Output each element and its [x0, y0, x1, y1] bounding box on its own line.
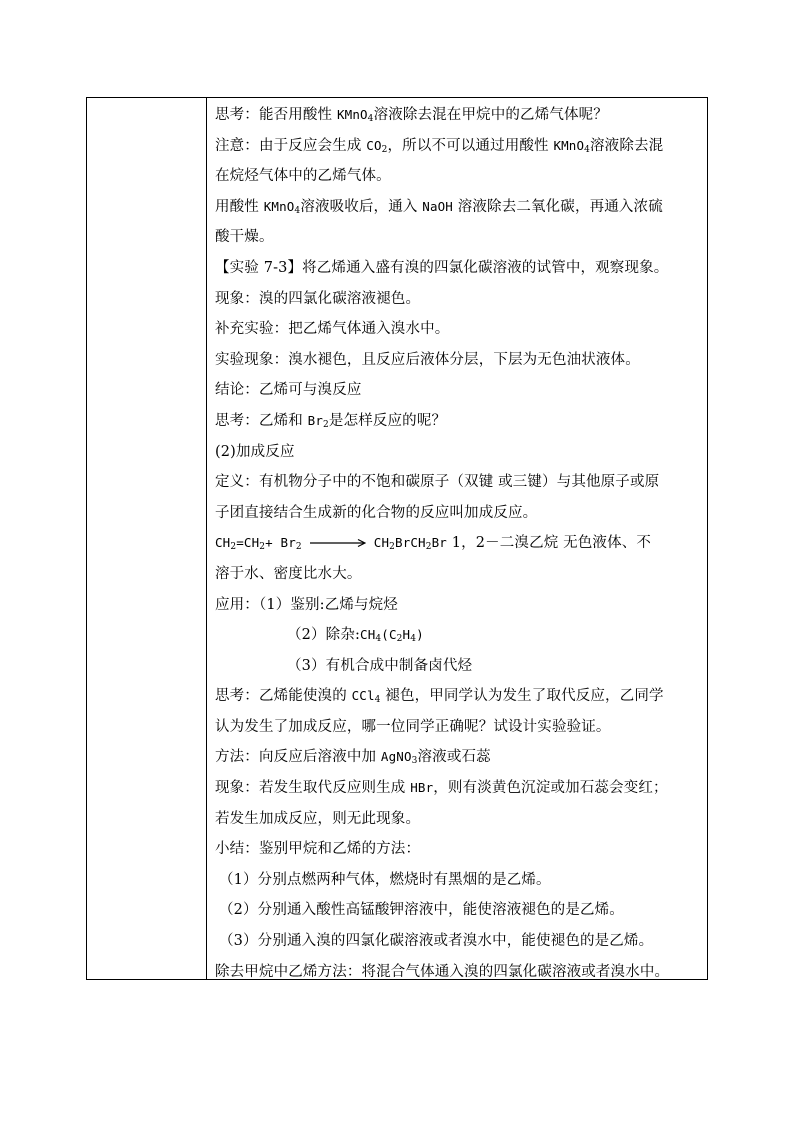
- text-line: 注意：由于反应会生成 $CO_2$，所以不可以通过用酸性 KMnO$_4$溶液除去混: [215, 137, 664, 155]
- content-table: [86, 97, 708, 980]
- reaction-equation: $CH_2=CH_2+ Br_2$ $CH_2BrCH_2Br$ 1，2－二溴乙烷 无色液体、不: [215, 535, 652, 553]
- left-column-cell: [87, 98, 207, 979]
- text-line: 溶于水、密度比水大。: [215, 565, 362, 582]
- text-line: 子团直接结合生成新的化合物的反应叫加成反应。: [215, 504, 538, 521]
- text-line: 方法：向反应后溶液中加 AgNO$_3$溶液或石蕊: [215, 749, 491, 767]
- text-line: 除去甲烷中乙烯方法：将混合气体通入溴的四氯化碳溶液或者溴水中。: [215, 963, 670, 980]
- text-line: 小结：鉴别甲烷和乙烯的方法：: [215, 841, 421, 858]
- reaction-arrow-icon: [310, 538, 366, 548]
- text-line: 现象：溴的四氯化碳溶液褪色。: [215, 290, 421, 307]
- text-line: （3）分别通入溴的四氯化碳溶液或者溴水中，能使褪色的是乙烯。: [219, 933, 654, 950]
- text-line: 若发生加成反应，则无此现象。: [215, 810, 421, 827]
- text-line: 思考：乙烯能使溴的 CCl$_4$ 褪色，甲同学认为发生了取代反应，乙同学: [215, 688, 664, 706]
- text-line: 【实验 7-3】将乙烯通入盛有溴的四氯化碳溶液的试管中，观察现象。: [215, 259, 669, 276]
- text-line: （3）有机合成中制备卤代烃: [287, 657, 473, 674]
- text-line: （2）除杂$:CH_4(C_2H_4)$: [287, 627, 424, 645]
- text-line: 酸干燥。: [215, 229, 274, 246]
- text-line: (2)加成反应: [215, 443, 295, 460]
- text-line: （1）分别点燃两种气体，燃烧时有黑烟的是乙烯。: [219, 871, 551, 888]
- text-line: 用酸性 KMnO$_4$溶液吸收后，通入 NaOH 溶液除去二氧化碳，再通入浓硫: [215, 198, 663, 216]
- text-line: 思考：乙烯和 $Br_2$是怎样反应的呢？: [215, 412, 447, 430]
- text-line: 定义：有机物分子中的不饱和碳原子（双键 或三键）与其他原子或原: [215, 474, 660, 491]
- text-line: 在烷烃气体中的乙烯气体。: [215, 168, 391, 185]
- text-line: 补充实验：把乙烯气体通入溴水中。: [215, 321, 450, 338]
- text-line: 结论：乙烯可与溴反应: [215, 382, 362, 399]
- text-line: 实验现象：溴水褪色，且反应后液体分层，下层为无色油状液体。: [215, 351, 640, 368]
- text-line: 思考：能否用酸性 KMnO$_4$溶液除去混在甲烷中的乙烯气体呢？: [215, 107, 608, 124]
- text-line: （2）分别通入酸性高锰酸钾溶液中，能使溶液褪色的是乙烯。: [219, 902, 624, 919]
- text-line: 现象：若发生取代反应则生成 HBr，则有淡黄色沉淀或加石蕊会变红；: [215, 780, 668, 797]
- text-line: 应用：（1）鉴别:乙烯与烷烃: [215, 596, 398, 613]
- right-column-cell: [207, 98, 707, 979]
- text-line: 认为发生了加成反应，哪一位同学正确呢？试设计实验验证。: [215, 718, 611, 735]
